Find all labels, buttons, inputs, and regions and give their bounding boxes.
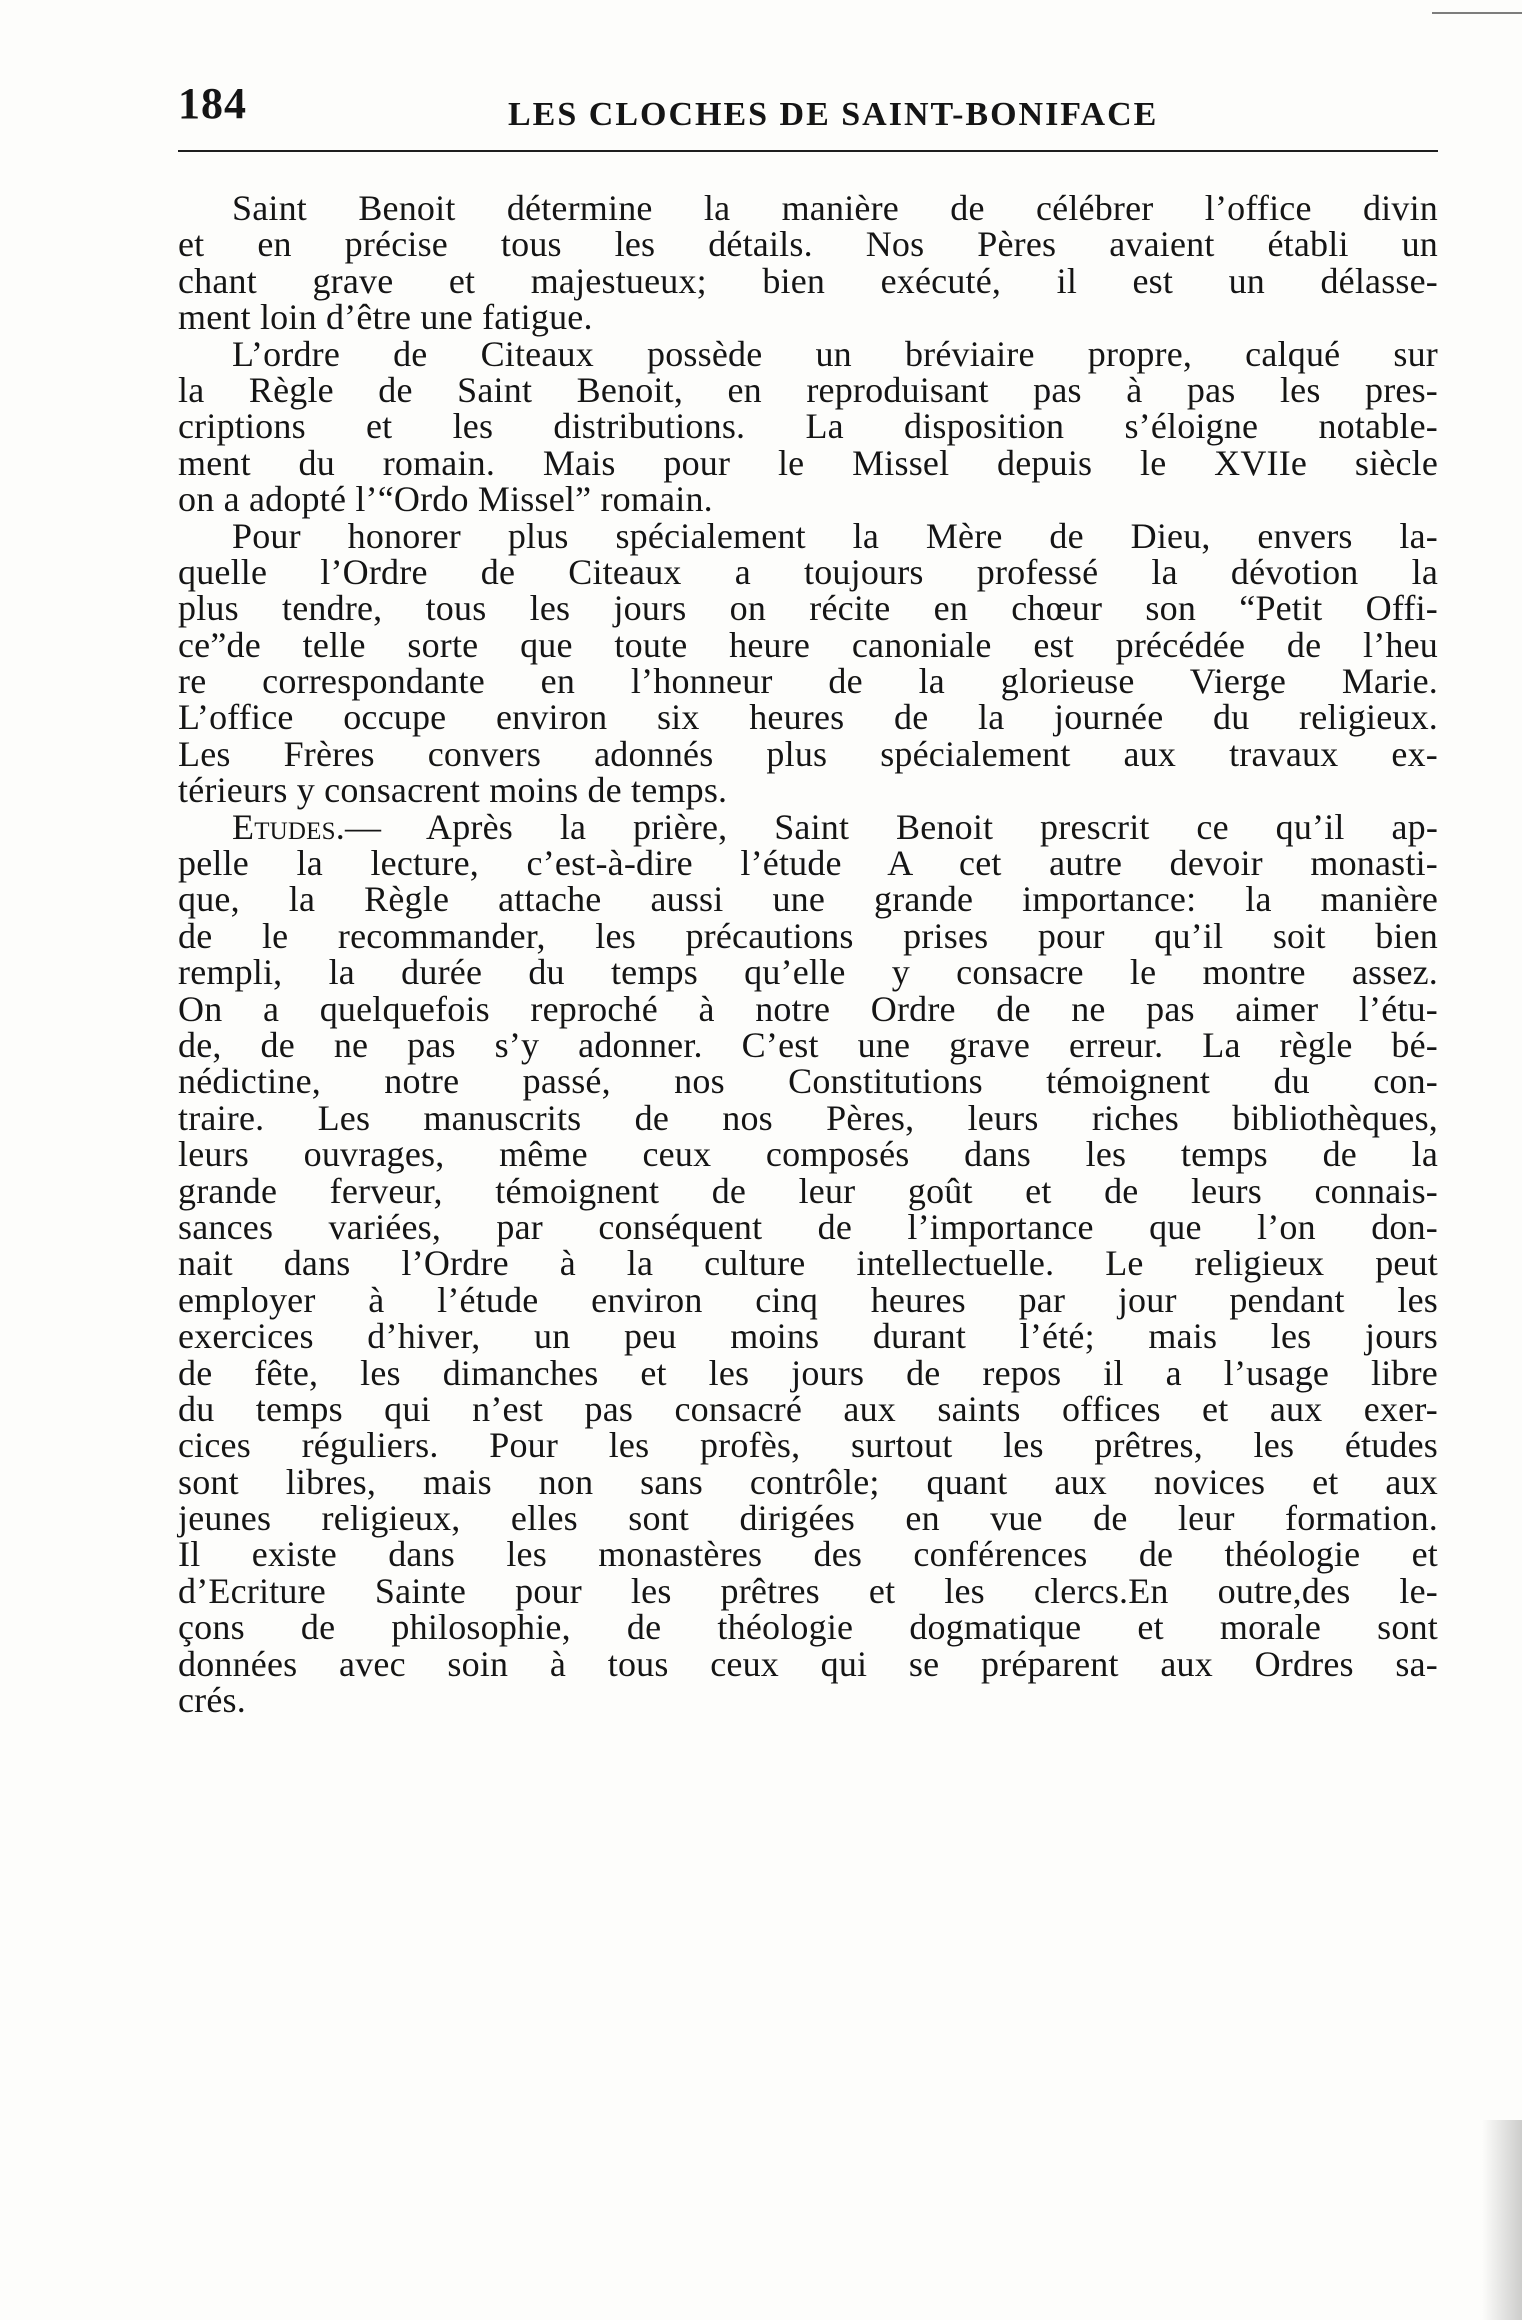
running-title: LES CLOCHES DE SAINT-BONIFACE [508,96,1159,133]
header-rule [178,150,1438,152]
text-line: que, la Règle attache aussi une grande importance: la manière [178,879,1438,920]
text-line: données avec soin à tous ceux qui se préparent aux Ordres sa- [178,1643,1438,1684]
page-edge-shadow [1482,2120,1522,2320]
text-line: quelle l’Ordre de Citeaux a toujours professé la dévotion la [178,551,1438,592]
page-number: 184 [178,79,247,128]
text-line: Saint Benoit détermine la manière de célébrer l’office divin [232,188,1438,228]
text-line: re correspondante en l’honneur de la glorieuse Vierge Marie. [178,661,1438,702]
body-text [178,188,1439,1721]
text-line: traire. Les manuscrits de nos Pères, leurs riches bibliothèques, [178,1097,1438,1138]
text-line: çons de philosophie, de théologie dogmatique et morale sont [178,1607,1438,1648]
page-header [178,68,1438,138]
text-line: Il existe dans les monastères des conférences de théologie et [178,1534,1438,1575]
text-line: leurs ouvrages, même ceux composés dans les temps de la [178,1134,1438,1175]
section-heading: Etudes.— [232,806,382,847]
text-line: criptions et les distributions. La disposition s’éloigne notable- [178,406,1438,447]
text-line: pelle la lecture, c’est-à-dire l’étude A cet autre devoir monasti- [178,843,1438,884]
text-line: plus tendre, tous les jours on récite en chœur son “Petit Offi- [178,588,1438,629]
text-line: crés. [178,1680,246,1721]
text-line: jeunes religieux, elles sont dirigées en vue de leur formation. [178,1498,1438,1539]
text-line: On a quelquefois reproché à notre Ordre de ne pas aimer l’étu- [178,988,1438,1029]
text-line: du temps qui n’est pas consacré aux saints offices et aux exer- [178,1388,1438,1429]
text-line: térieurs y consacrent moins de temps. [178,770,728,811]
text-line: de fête, les dimanches et les jours de repos il a l’usage libre [178,1352,1438,1393]
text-line: Les Frères convers adonnés plus spécialement aux travaux ex- [178,733,1438,774]
text-line: nédictine, notre passé, nos Constitutions témoignent du con- [178,1061,1438,1102]
text-line: de, de ne pas s’y adonner. C’est une grave erreur. La règle bé- [178,1024,1438,1065]
text-line: nait dans l’Ordre à la culture intellectuelle. Le religieux peut [178,1243,1438,1284]
text-line: et en précise tous les détails. Nos Pères avaient établi un [178,224,1438,265]
text-line: ment du romain. Mais pour le Missel depuis le XVIIe siècle [178,442,1438,483]
text-line: grande ferveur, témoignent de leur goût et de leurs connais- [178,1170,1438,1211]
text-line: de le recommander, les précautions prises pour qu’il soit bien [178,915,1438,956]
text-line: ment loin d’être une fatigue. [178,297,593,338]
page-edge-mark [1432,0,1522,14]
text-line: sances variées, par conséquent de l’importance que l’on don- [178,1206,1438,1247]
text-line: on a adopté l’“Ordo Missel” romain. [178,479,713,520]
text-line: la Règle de Saint Benoit, en reproduisant pas à pas les pres- [178,369,1438,410]
text-line: cices réguliers. Pour les profès, surtout les prêtres, les études [178,1425,1438,1466]
text-line: sont libres, mais non sans contrôle; quant aux novices et aux [178,1461,1438,1502]
text-line: Pour honorer plus spécialement la Mère de Dieu, envers la- [232,515,1438,556]
text-line: L’office occupe environ six heures de la journée du religieux. [178,697,1438,738]
text-line: chant grave et majestueux; bien exécuté, il est un délasse- [178,260,1438,301]
text-line: exercices d’hiver, un peu moins durant l’été; mais les jours [178,1316,1438,1357]
text-line: L’ordre de Citeaux possède un bréviaire propre, calqué sur [232,333,1438,374]
text-line: ce”de telle sorte que toute heure canoniale est précédée de l’heu [178,624,1438,665]
text-line: employer à l’étude environ cinq heures par jour pendant les [178,1279,1438,1320]
text-line-content: Après la prière, Saint Benoit prescrit ce qu’il ap- [426,806,1439,847]
text-line: rempli, la durée du temps qu’elle y consacre le montre assez. [178,952,1438,993]
text-line-with-heading [178,806,1439,847]
text-line: d’Ecriture Sainte pour les prêtres et les clercs.En outre,des le- [178,1570,1438,1611]
